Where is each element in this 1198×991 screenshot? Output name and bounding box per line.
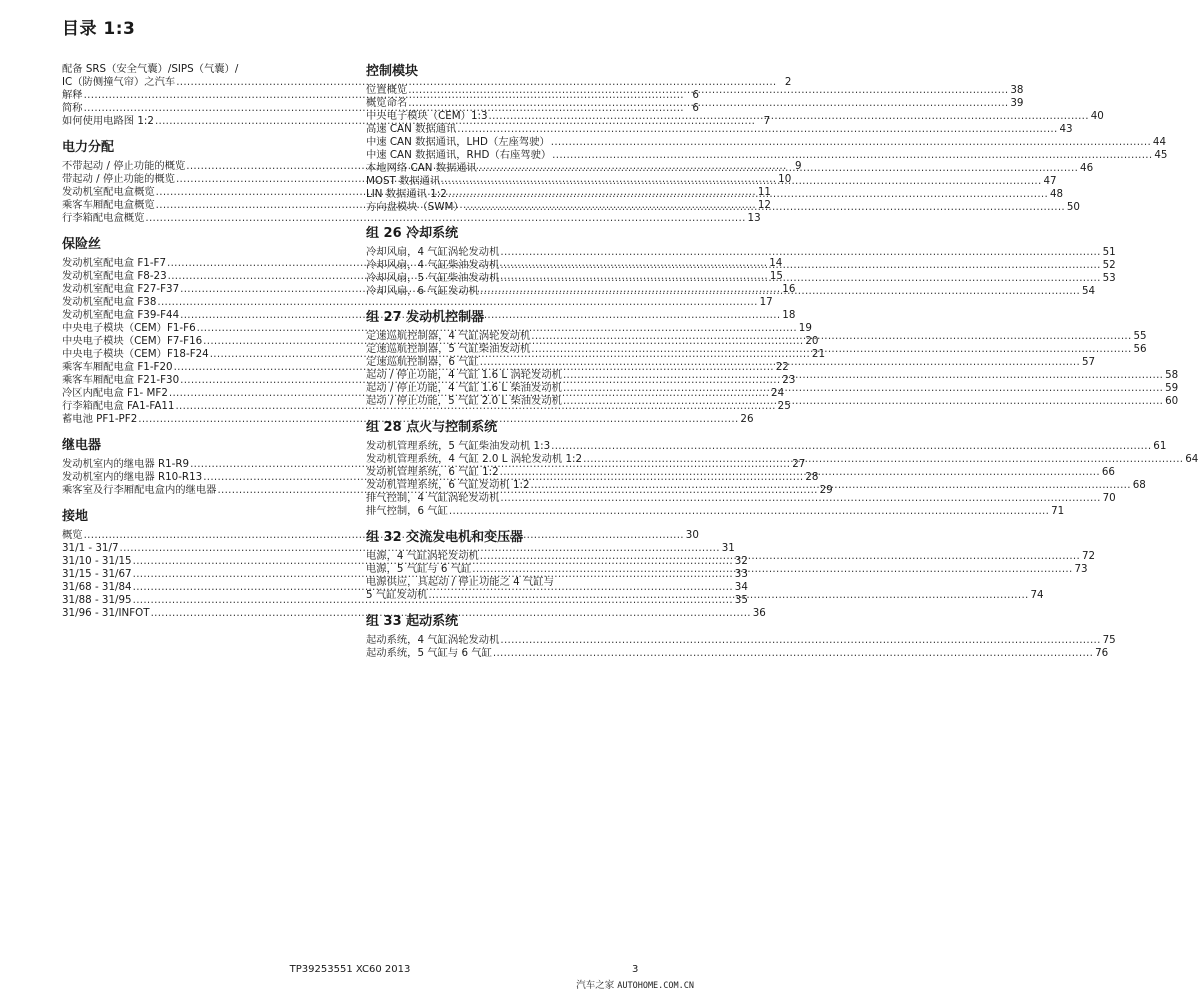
- toc-entry-label: 蓄电池 PF1-PF2: [62, 413, 138, 425]
- toc-entry[interactable]: [366, 505, 1065, 518]
- toc-entry[interactable]: [366, 97, 1024, 110]
- toc-entry[interactable]: [62, 413, 754, 426]
- dot-leader: [500, 272, 1100, 285]
- toc-entry-label: 31/10 - 31/15: [62, 555, 132, 567]
- toc-entry-page: 61: [1153, 440, 1167, 452]
- toc-entry-label: 本地网络 CAN 数据通讯: [366, 162, 477, 174]
- toc-entry-page: 68: [1132, 479, 1146, 491]
- toc-entry-label: 乘客车厢配电盒 F21-F30: [62, 374, 180, 386]
- toc-entry-label: 排气控制，6 气缸: [366, 505, 448, 517]
- toc-entry-page: 31: [721, 542, 735, 554]
- footer-document-reference: TP39253551 XC60 2013: [289, 964, 411, 975]
- toc-entry[interactable]: [366, 162, 1094, 175]
- toc-entry-page: 7: [763, 115, 771, 127]
- toc-entry-label: 方向盘模块（SWM）: [366, 201, 464, 213]
- toc-entry[interactable]: [366, 123, 1073, 136]
- toc-entry-page: 54: [1081, 285, 1096, 297]
- toc-entry-page: 74: [1030, 589, 1044, 601]
- toc-entry-page: 50: [1066, 201, 1080, 213]
- dot-leader: [563, 382, 1163, 395]
- toc-entry-label: 电源，4 气缸涡轮发动机: [366, 550, 479, 562]
- dot-leader: [493, 647, 1093, 660]
- watermark-cn-text: 汽车之家: [576, 980, 615, 991]
- toc-entry-label: 发动机室配电盒 F27-F37: [62, 283, 180, 295]
- autohome-watermark: [576, 977, 694, 991]
- dot-leader: [478, 162, 1078, 175]
- toc-entry-label: 行李箱配电盒 FA1-FA11: [62, 400, 175, 412]
- toc-entry-label: 排气控制，4 气缸涡轮发动机: [366, 492, 500, 504]
- dot-leader: [448, 188, 1048, 201]
- dot-leader: [480, 285, 1080, 298]
- dot-leader: [531, 330, 1131, 343]
- section-heading: 组 32 交流发电机和变压器: [366, 530, 524, 545]
- toc-entry[interactable]: [62, 322, 812, 335]
- toc-entry-label: 中央电子模块（CEM）1:3: [366, 110, 488, 122]
- toc-entry-page: 64: [1185, 453, 1198, 465]
- toc-entry-page: 38: [1010, 84, 1024, 96]
- toc-entry-page: 46: [1080, 162, 1094, 174]
- dot-leader: [408, 97, 1008, 110]
- dot-leader: [449, 505, 1049, 518]
- toc-entry-label: 中速 CAN 数据通讯，LHD（左座驾驶）: [366, 136, 550, 148]
- toc-entry-label: 定速巡航控制器，5 气缸柴油发动机: [366, 343, 531, 355]
- section-heading: 接地: [62, 509, 89, 524]
- toc-entry-page: 12: [757, 199, 771, 211]
- toc-entry-label: 不带起动 / 停止功能的概览: [62, 160, 186, 172]
- toc-entry-page: 45: [1154, 149, 1168, 161]
- section-heading: 控制模块: [366, 64, 419, 79]
- toc-entry-page: 13: [747, 212, 761, 224]
- toc-entry-label: 定速巡航控制器，6 气缸: [366, 356, 479, 368]
- toc-entry-label: 电源供应，具起动 / 停止功能之 4 气缸与: [366, 576, 554, 588]
- toc-entry-page: 9: [795, 160, 802, 172]
- section-heading: 电力分配: [62, 140, 115, 155]
- toc-entry-label: 起动系统，4 气缸涡轮发动机: [366, 634, 500, 646]
- toc-entry-label: 5 气缸发动机: [366, 589, 428, 601]
- dot-leader: [500, 259, 1100, 272]
- toc-entry-label: 中央电子模块（CEM）F7-F16: [62, 335, 203, 347]
- toc-entry-label: 冷却风扇，4 气缸涡轮发动机: [366, 246, 500, 258]
- toc-entry-page: 71: [1051, 505, 1065, 517]
- dot-leader: [480, 356, 1080, 369]
- dot-leader: [480, 550, 1080, 563]
- dot-leader: [563, 395, 1163, 408]
- toc-entry-label: 冷却风扇，5 气缸柴油发动机: [366, 272, 500, 284]
- dot-leader: [465, 201, 1065, 214]
- toc-entry-label: 31/88 - 31/95: [62, 594, 132, 606]
- toc-entry-page: 14: [769, 257, 783, 269]
- toc-entry-label: 起动系统，5 气缸与 6 气缸: [366, 647, 492, 659]
- toc-entry-page: 6: [692, 102, 699, 114]
- toc-entry-label: 发动机室配电盒 F38: [62, 296, 157, 308]
- toc-entry-page: 27: [792, 458, 806, 470]
- toc-entry-label: 位置概览: [366, 84, 408, 96]
- toc-entry-label: 31/96 - 31/INFOT: [62, 607, 150, 619]
- toc-entry[interactable]: [366, 136, 1167, 149]
- toc-entry-page: 29: [819, 484, 833, 496]
- toc-entry-page: 66: [1101, 466, 1115, 478]
- toc-entry-page: 33: [734, 568, 748, 580]
- toc-entry-label: 31/68 - 31/84: [62, 581, 132, 593]
- toc-entry[interactable]: [366, 440, 1167, 453]
- toc-entry-page: 40: [1090, 110, 1104, 122]
- dot-leader: [552, 149, 1152, 162]
- section-heading: 继电器: [62, 438, 102, 453]
- dot-leader: [563, 369, 1163, 382]
- toc-entry-page: 20: [805, 335, 819, 347]
- toc-entry-label: 中央电子模块（CEM）F1-F6: [62, 322, 196, 334]
- footer-page-number: 3: [632, 964, 639, 975]
- toc-entry-page: 76: [1095, 647, 1109, 659]
- toc-entry-page: 19: [798, 322, 812, 334]
- toc-entry-line: [366, 576, 634, 589]
- section-heading: 组 27 发动机控制器: [366, 310, 485, 325]
- toc-entry[interactable]: [366, 647, 1109, 660]
- toc-entry-page: 10: [778, 173, 792, 185]
- dot-leader: [408, 84, 1008, 97]
- toc-entry-page: 73: [1074, 563, 1088, 575]
- section-heading: 保险丝: [62, 237, 102, 252]
- toc-entry-page: 18: [782, 309, 796, 321]
- toc-entry-label: 发动机室内的继电器 R10-R13: [62, 471, 203, 483]
- toc-entry-page: 2: [784, 76, 792, 88]
- toc-entry-page: 16: [782, 283, 796, 295]
- toc-entry-page: 32: [734, 555, 748, 567]
- toc-entry-label: MOST 数据通讯: [366, 175, 441, 187]
- toc-entry-label: 解释: [62, 89, 83, 101]
- toc-entry-page: 47: [1043, 175, 1057, 187]
- toc-entry[interactable]: [62, 542, 735, 555]
- toc-entry-label: 概览: [62, 529, 83, 541]
- page-title: 目录 1:3: [62, 19, 136, 39]
- toc-entry[interactable]: [366, 149, 1168, 162]
- toc-entry[interactable]: [366, 110, 1104, 123]
- toc-entry-label: 冷却风扇，4 气缸柴油发动机: [366, 259, 500, 271]
- dot-leader: [531, 343, 1131, 356]
- dot-leader: [500, 466, 1100, 479]
- toc-entry-label: 中速 CAN 数据通讯，RHD（右座驾驶）: [366, 149, 552, 161]
- toc-entry-page: 11: [757, 186, 771, 198]
- toc-entry-page: 59: [1165, 382, 1179, 394]
- toc-entry[interactable]: [62, 607, 766, 620]
- toc-entry-page: 43: [1059, 123, 1073, 135]
- toc-entry-label: 发动机管理系统，4 气缸 2.0 L 涡轮发动机 1:2: [366, 453, 583, 465]
- toc-entry-line: [62, 76, 792, 89]
- toc-entry-label: 概览命名: [366, 97, 408, 109]
- toc-entry-label: IC（防侧撞气帘）之汽车: [62, 76, 176, 88]
- toc-entry-label: 冷区内配电盒 F1- MF2: [62, 387, 168, 399]
- dot-leader: [583, 453, 1183, 466]
- toc-entry-label: 高速 CAN 数据通讯: [366, 123, 457, 135]
- toc-entry-label: 发动机室配电盒 F1-F7: [62, 257, 167, 269]
- toc-entry-page: 25: [777, 400, 791, 412]
- toc-entry-label: 定速巡航控制器，4 气缸涡轮发动机: [366, 330, 531, 342]
- toc-entry-label: 发动机室配电盒概览: [62, 186, 155, 198]
- toc-entry-page: 56: [1133, 343, 1147, 355]
- toc-entry-label: 简称: [62, 102, 83, 114]
- toc-entry-page: 60: [1165, 395, 1179, 407]
- toc-entry-label: 起动 / 停止功能，5 气缸 2.0 L 柴油发动机: [366, 395, 562, 407]
- watermark-site-text: AUTOHOME.COM.CN: [617, 981, 694, 991]
- toc-entry-label: 乘客车厢配电盒 F1-F20: [62, 361, 173, 373]
- toc-entry-page: 39: [1010, 97, 1024, 109]
- toc-entry-page: 21: [811, 348, 826, 360]
- toc-entry-page: 23: [782, 374, 796, 386]
- toc-entry-page: 44: [1152, 136, 1167, 148]
- toc-entry[interactable]: [62, 212, 761, 225]
- toc-entry-label: 乘客车厢配电盒概览: [62, 199, 155, 211]
- toc-entry[interactable]: [366, 634, 1116, 647]
- toc-entry-page: 17: [759, 296, 773, 308]
- toc-entry-page: 34: [734, 581, 748, 593]
- dot-leader: [551, 440, 1151, 453]
- toc-entry-page: 51: [1102, 246, 1116, 258]
- dot-leader: [441, 175, 1041, 188]
- dot-leader: [428, 589, 1028, 602]
- dot-leader: [500, 634, 1100, 647]
- section-heading: 组 28 点火与控制系统: [366, 420, 498, 435]
- toc-entry-page: 53: [1102, 272, 1116, 284]
- toc-entry-label: 发动机室内的继电器 R1-R9: [62, 458, 190, 470]
- toc-entry-label: 31/15 - 31/67: [62, 568, 132, 580]
- toc-entry-page: 48: [1049, 188, 1064, 200]
- toc-entry[interactable]: [62, 296, 773, 309]
- dot-leader: [500, 492, 1100, 505]
- toc-entry-page: 55: [1133, 330, 1147, 342]
- toc-entry[interactable]: [366, 246, 1116, 259]
- section-heading: 组 26 冷却系统: [366, 226, 459, 241]
- toc-entry-page: 35: [734, 594, 748, 606]
- toc-entry-page: 28: [805, 471, 819, 483]
- toc-entry[interactable]: [366, 84, 1024, 97]
- toc-entry-label: 冷却风扇，6 气缸发动机: [366, 285, 479, 297]
- toc-entry-label: 31/1 - 31/7: [62, 542, 119, 554]
- dot-leader: [500, 246, 1100, 259]
- toc-entry-line: [62, 63, 330, 76]
- toc-entry-page: 15: [769, 270, 783, 282]
- toc-entry-page: 52: [1102, 259, 1116, 271]
- toc-entry-page: 57: [1081, 356, 1096, 368]
- toc-entry-label: 如何使用电路图 1:2: [62, 115, 154, 127]
- toc-entry-label: 发动机室配电盒 F39-F44: [62, 309, 180, 321]
- toc-entry[interactable]: [366, 492, 1116, 505]
- toc-entry-page: 70: [1102, 492, 1116, 504]
- toc-entry-page: 26: [740, 413, 754, 425]
- toc-entry-page: 22: [775, 361, 789, 373]
- toc-entry-label: 发动机管理系统，6 气缸发动机 1:2: [366, 479, 530, 491]
- section-heading: 组 33 起动系统: [366, 614, 459, 629]
- toc-entry-label: 带起动 / 停止功能的概览: [62, 173, 175, 185]
- toc-entry-label: LIN 数据通讯 1:2: [366, 188, 447, 200]
- dot-leader: [551, 136, 1151, 149]
- toc-entry-label: 起动 / 停止功能，4 气缸 1.6 L 涡轮发动机: [366, 369, 562, 381]
- dot-leader: [531, 479, 1131, 492]
- dot-leader: [489, 110, 1089, 123]
- toc-entry-label: 行李箱配电盒概览: [62, 212, 145, 224]
- toc-entry-page: 6: [692, 89, 699, 101]
- toc-entry-page: 75: [1102, 634, 1116, 646]
- toc-entry-label: 中央电子模块（CEM）F18-F24: [62, 348, 209, 360]
- toc-entry-page: 58: [1165, 369, 1179, 381]
- toc-entry-label: 配备 SRS（安全气囊）/SIPS（气囊）/: [62, 63, 239, 75]
- dot-leader: [472, 563, 1072, 576]
- toc-entry-label: 电源，5 气缸与 6 气缸: [366, 563, 472, 575]
- toc-entry-page: 30: [685, 529, 699, 541]
- toc-entry-label: 乘客室及行李厢配电盒内的继电器: [62, 484, 217, 496]
- toc-entry-page: 72: [1081, 550, 1096, 562]
- toc-entry-label: 发动机室配电盒 F8-23: [62, 270, 167, 282]
- toc-entry-label: 起动 / 停止功能，4 气缸 1.6 L 柴油发动机: [366, 382, 562, 394]
- toc-entry-page: 24: [771, 387, 785, 399]
- dot-leader: [457, 123, 1057, 136]
- toc-entry-label: 发动机管理系统，5 气缸柴油发动机 1:3: [366, 440, 551, 452]
- toc-entry-page: 36: [752, 607, 766, 619]
- toc-entry-label: 发动机管理系统，6 气缸 1:2: [366, 466, 499, 478]
